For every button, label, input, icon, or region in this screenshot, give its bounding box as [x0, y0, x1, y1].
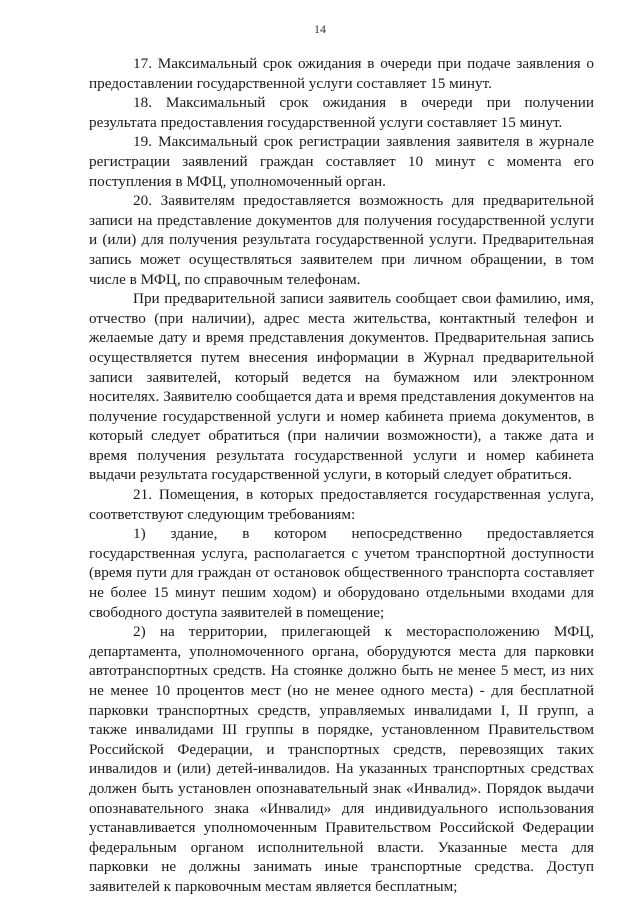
- paragraph-21-item-1: 1) здание, в котором непосредственно предоставляется государственная услуга, располагается с учетом транспортной доступности (время пути для граждан от остановок общественного транспорта составляет не более 15 минут пешим ходом) и оборудовано отдельными входами для свободного доступа заявителей в помещение;: [89, 525, 594, 621]
- paragraph-20: 20. Заявителям предоставляется возможность для предварительной записи на представление документов для получения государственной услуги и (или) для получения результата государственной услуги. Предварительная запись может осуществляться заявителем при личном обращении, в том числе в МФЦ, по справочным телефонам.: [89, 192, 594, 288]
- paragraph-pre-registration: При предварительной записи заявитель сообщает свои фамилию, имя, отчество (при наличии), адрес места жительства, контактный телефон и желаемые дату и время представления документов. Предварительная запись осуществляется путем внесения информации в Журнал предварительной записи заявителей, который ведется на бумажном или электронном носителях. Заявителю сообщается дата и время представления документов на получение государственной услуги и номер кабинета приема документов, в который следует обратиться (при наличии возможности), а также дата и время получения результата государственной услуги и номер кабинета выдачи результата государственной услуги, в который следует обратиться.: [89, 290, 594, 484]
- paragraph-17: 17. Максимальный срок ожидания в очереди при подаче заявления о предоставлении государственной услуги составляет 15 минут.: [89, 55, 594, 92]
- paragraph-19: 19. Максимальный срок регистрации заявления заявителя в журнале регистрации заявлений граждан составляет 10 минут с момента его поступления в МФЦ, уполномоченный орган.: [89, 133, 594, 190]
- paragraph-21: 21. Помещения, в которых предоставляется государственная услуга, соответствуют следующим требованиям:: [89, 486, 594, 523]
- document-body: [89, 54, 594, 897]
- paragraph-21-item-2: 2) на территории, прилегающей к месторасположению МФЦ, департамента, уполномоченного органа, оборудуются места для парковки автотранспортных средств. На стоянке должно быть не менее 5 мест, из них не менее 10 процентов мест (но не менее одного места) - для бесплатной парковки транспортных средств, управляемых инвалидами I, II групп, а также инвалидами III группы в порядке, установленном Правительством Российской Федерации, и транспортных средств, перевозящих таких инвалидов и (или) детей-инвалидов. На указанных транспортных средствах должен быть установлен опознавательный знак «Инвалид». Порядок выдачи опознавательного знака «Инвалид» для индивидуального использования устанавливается уполномоченным Правительством Российской Федерации федеральным органом исполнительной власти. Указанные места для парковки не должны занимать иные транспортные средства. Доступ заявителей к парковочным местам является бесплатным;: [89, 623, 594, 895]
- page-number: 14: [314, 22, 326, 36]
- paragraph-18: 18. Максимальный срок ожидания в очереди при получении результата предоставления государственной услуги составляет 15 минут.: [89, 94, 594, 131]
